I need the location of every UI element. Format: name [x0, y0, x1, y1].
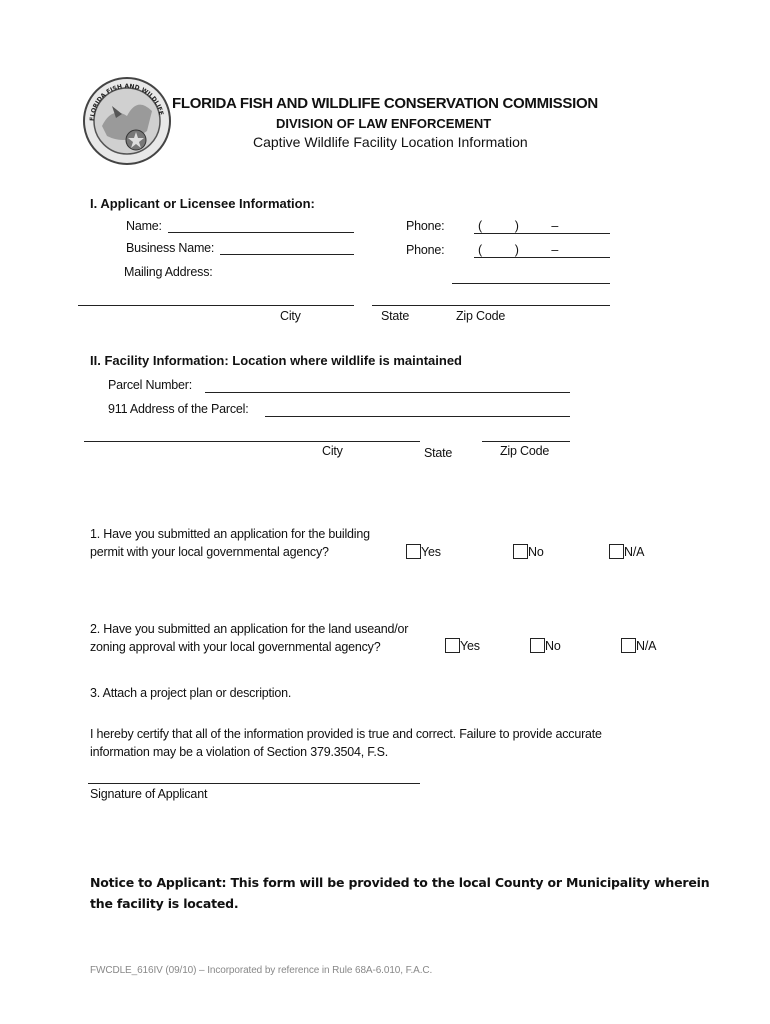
notice-line1: Notice to Applicant: This form will be provided to the local County or Municipality wherein	[90, 875, 710, 890]
q2-na-checkbox[interactable]	[621, 638, 636, 653]
q2-yes-label: Yes	[460, 639, 480, 653]
parcel-number-label: Parcel Number:	[108, 378, 193, 392]
q2-yes-checkbox[interactable]	[445, 638, 460, 653]
mailing-address-label: Mailing Address:	[124, 265, 213, 279]
name-field[interactable]	[168, 232, 354, 233]
certification-line1: I hereby certify that all of the information provided is true and correct. Failure to provide accurate	[90, 727, 602, 741]
question1-line1: 1. Have you submitted an application for the building	[90, 527, 370, 541]
q2-no-label: No	[545, 639, 561, 653]
question2-line1: 2. Have you submitted an application for the land useand/or	[90, 622, 409, 636]
business-name-field[interactable]	[220, 254, 354, 255]
seal-text: FLORIDA FISH AND WILDLIFE	[88, 82, 165, 122]
agency-title: FLORIDA FISH AND WILDLIFE CONSERVATION COMMISSION	[172, 95, 598, 112]
parcel-address-label: 911 Address of the Parcel:	[108, 402, 249, 416]
phone-field-1[interactable]	[474, 233, 610, 234]
q1-na-checkbox[interactable]	[609, 544, 624, 559]
certification-line2: information may be a violation of Section 379.3504, F.S.	[90, 745, 389, 759]
state-label-2: State	[424, 446, 453, 460]
q1-no-label: No	[528, 545, 544, 559]
name-label: Name:	[126, 219, 162, 233]
notice-line2: the facility is located.	[90, 896, 239, 911]
city-field-1[interactable]	[78, 305, 354, 306]
zip-field-2[interactable]	[482, 441, 570, 442]
signature-field[interactable]	[88, 783, 420, 784]
mailing-address-field[interactable]	[452, 283, 610, 284]
phone-format-2: ( ) –	[478, 243, 559, 257]
zip-label-2: Zip Code	[500, 444, 550, 458]
q2-na-label: N/A	[636, 639, 657, 653]
zip-label-1: Zip Code	[456, 309, 506, 323]
parcel-address-field[interactable]	[265, 416, 570, 417]
fwc-seal-logo	[82, 76, 172, 166]
section1-heading: I. Applicant or Licensee Information:	[90, 196, 315, 211]
q2-no-checkbox[interactable]	[530, 638, 545, 653]
form-footer: FWCDLE_616IV (09/10) – Incorporated by reference in Rule 68A-6.010, F.A.C.	[90, 965, 433, 976]
division-title: DIVISION OF LAW ENFORCEMENT	[276, 116, 492, 131]
phone-format-1: ( ) –	[478, 219, 559, 233]
city-field-2[interactable]	[84, 441, 420, 442]
city-label-2: City	[322, 444, 343, 458]
state-label-1: State	[381, 309, 410, 323]
phone-field-2[interactable]	[474, 257, 610, 258]
q1-yes-label: Yes	[421, 545, 441, 559]
form-title: Captive Wildlife Facility Location Information	[253, 134, 528, 150]
question2-line2: zoning approval with your local governmental agency?	[90, 640, 381, 654]
q1-yes-checkbox[interactable]	[406, 544, 421, 559]
phone-label-2: Phone:	[406, 243, 445, 257]
question1-line2: permit with your local governmental agency?	[90, 545, 329, 559]
state-zip-field-1[interactable]	[372, 305, 610, 306]
section2-heading: II. Facility Information: Location where wildlife is maintained	[90, 353, 462, 368]
q1-na-label: N/A	[624, 545, 645, 559]
item3-text: 3. Attach a project plan or description.	[90, 686, 292, 700]
parcel-number-field[interactable]	[205, 392, 570, 393]
phone-label-1: Phone:	[406, 219, 445, 233]
business-name-label: Business Name:	[126, 241, 215, 255]
city-label-1: City	[280, 309, 301, 323]
q1-no-checkbox[interactable]	[513, 544, 528, 559]
signature-label: Signature of Applicant	[90, 787, 208, 801]
